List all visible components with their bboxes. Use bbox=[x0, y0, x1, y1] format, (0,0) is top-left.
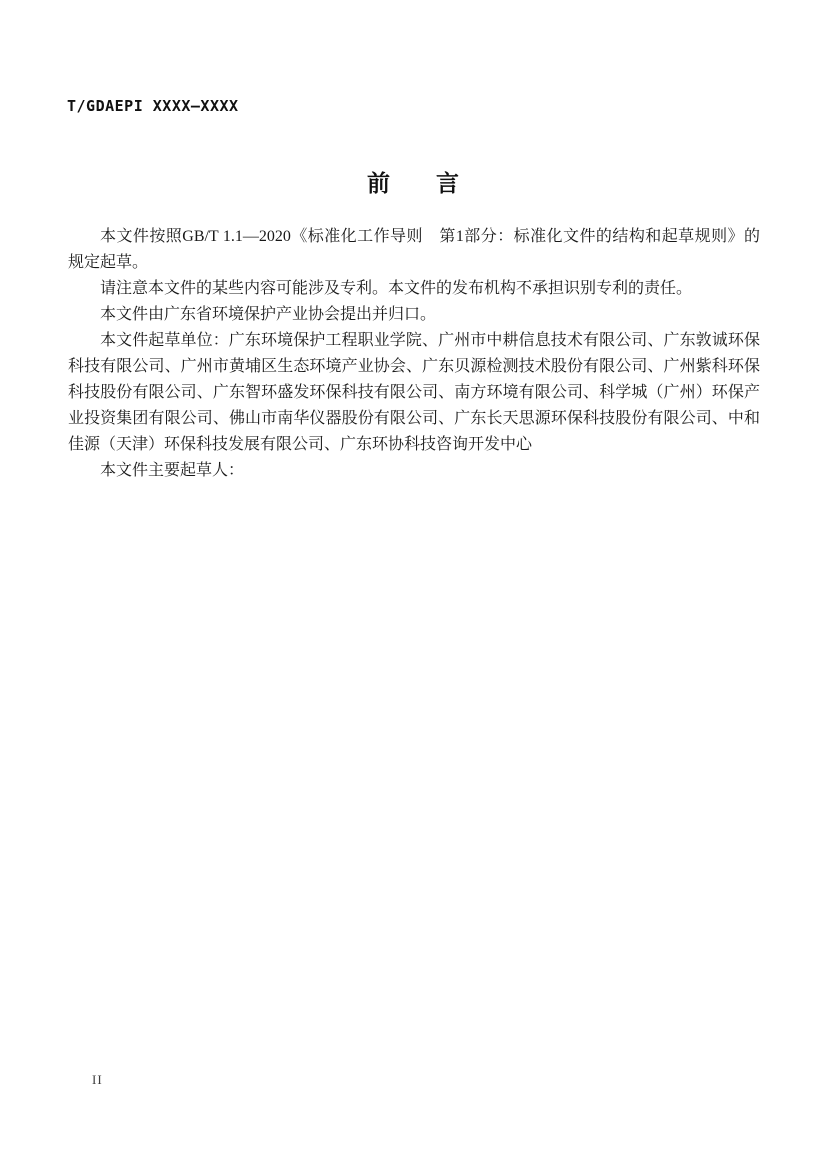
paragraph-main-drafters: 本文件主要起草人： bbox=[100, 462, 245, 479]
page-title: 前 言 bbox=[367, 170, 459, 196]
paragraph-drafting-organizations: 本文件起草单位：广东环境保护工程职业学院、广州市中耕信息技术有限公司、广东敦诚环保科技有限公司、广州市黄埔区生态环境产业协会、广东贝源检测技术股份有限公司、广州紫科环保科技股份有限公司、广东智环盛发环保科技有限公司、南方环境有限公司、科学城（广州）环保产业投资集团有限公司、佛山市南华仪器股份有限公司、广东长天思源环保科技股份有限公司、中和佳源（天津）环保科技发展有限公司、广东环协科技咨询开发中心 bbox=[68, 332, 760, 453]
paragraph-patent-notice: 请注意本文件的某些内容可能涉及专利。本文件的发布机构不承担识别专利的责任。 bbox=[100, 280, 693, 297]
document-body bbox=[68, 224, 760, 484]
standard-number-header: T/GDAEPI XXXX—XXXX bbox=[67, 97, 239, 115]
page-number: II bbox=[92, 1072, 103, 1087]
paragraph-proposing-body: 本文件由广东省环境保护产业协会提出并归口。 bbox=[100, 306, 437, 323]
paragraph-drafting-rules: 本文件按照GB/T 1.1—2020《标准化工作导则 第1部分：标准化文件的结构和起草规则》的规定起草。 bbox=[68, 228, 760, 271]
